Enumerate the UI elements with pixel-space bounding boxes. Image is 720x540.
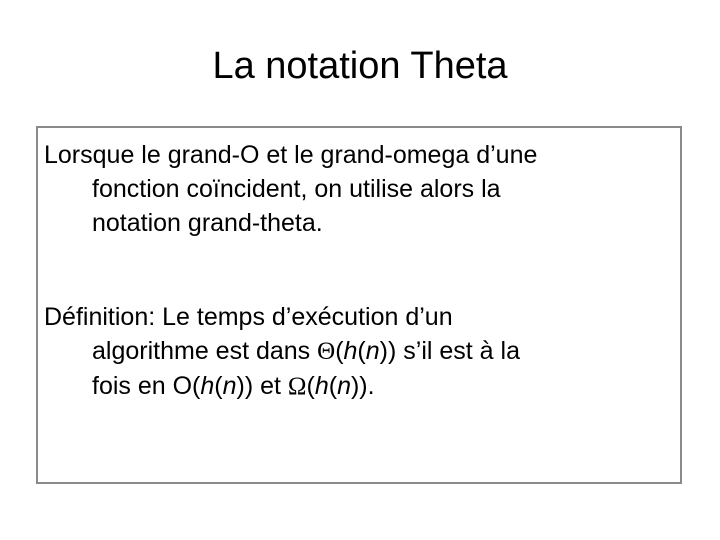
- definition-line-2-suffix: s’il est à la: [396, 337, 520, 365]
- paren-close: )): [379, 337, 397, 365]
- definition-line-1-text: : Le temps d’exécution d’un: [148, 303, 453, 331]
- intro-line-3: notation grand-theta.: [92, 209, 323, 237]
- paragraph-intro: [44, 138, 680, 240]
- var-n: n: [222, 372, 237, 400]
- paren-open: (: [306, 372, 315, 400]
- paragraph-definition: [44, 300, 680, 404]
- slide-title: La notation Theta: [212, 45, 508, 87]
- var-n: n: [337, 372, 351, 400]
- var-h: h: [200, 372, 215, 400]
- definition-line-3-mid: )) et: [236, 372, 288, 400]
- var-h: h: [343, 337, 358, 365]
- definition-line-3-prefix: fois en O(: [92, 372, 201, 400]
- definition-line-1: [44, 300, 680, 334]
- definition-line-2: [44, 334, 680, 369]
- paren-open: (: [335, 337, 344, 365]
- omega-symbol: Ω: [287, 373, 307, 400]
- definition-line-2-prefix: algorithme est dans: [92, 337, 318, 365]
- var-n: n: [365, 337, 380, 365]
- definition-label: Définition: [44, 303, 149, 331]
- content-box: [36, 126, 682, 484]
- paren-open: (: [357, 337, 366, 365]
- definition-line-3-end: )).: [350, 372, 375, 400]
- var-h: h: [314, 372, 329, 400]
- paren-open: (: [328, 372, 338, 400]
- theta-symbol: Θ: [317, 338, 336, 365]
- intro-line-1: Lorsque le grand-O et le grand-omega d’une: [44, 141, 538, 169]
- paren-open: (: [214, 372, 223, 400]
- definition-line-3: [44, 369, 680, 404]
- intro-line-2: fonction coïncident, on utilise alors la: [92, 175, 501, 203]
